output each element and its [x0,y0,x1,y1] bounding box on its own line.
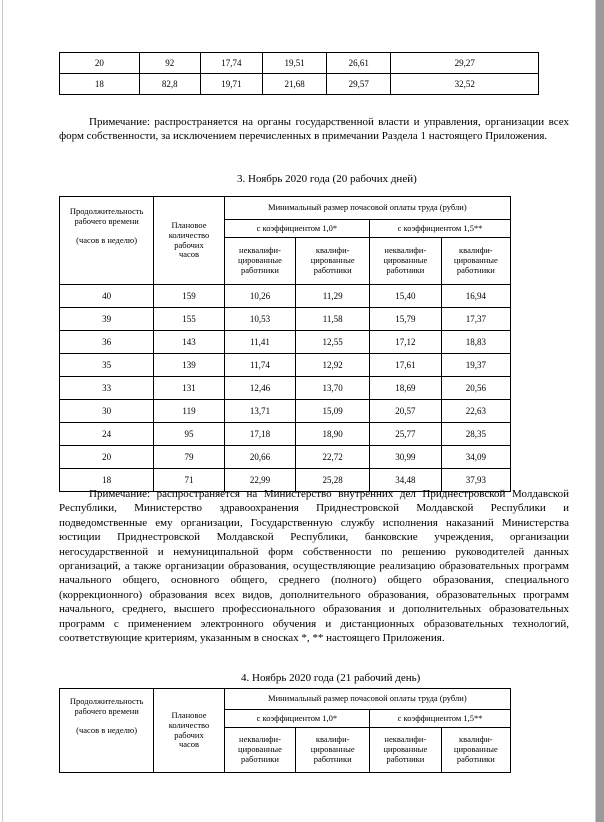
cell-unskilled-1: 11,74 [224,354,296,377]
wage-table-previous [59,52,539,95]
cell-planned-hours: 159 [154,285,224,308]
cell-planned-hours: 139 [154,354,224,377]
header-unskilled-1: неквалифи- цированные работники [224,238,296,285]
cell-unskilled-1: 12,46 [224,377,296,400]
cell-hours: 35 [60,354,154,377]
header-skilled-1: квалифи- цированные работники [296,728,370,773]
header-coef-15: с коэффициентом 1,5** [370,710,511,728]
table-row [60,285,511,308]
cell-unskilled-15: 26,61 [327,53,391,74]
cell-hours: 20 [60,53,140,74]
cell-hours: 24 [60,423,154,446]
table-row [60,331,511,354]
header-coef-15: с коэффициентом 1,5** [370,220,511,238]
header-planned-hours: Плановое количество рабочих часов [154,197,224,285]
header-duration: Продолжительность рабочего времени (часов в неделю) [60,689,154,773]
cell-planned-hours: 95 [154,423,224,446]
header-coef-1: с коэффициентом 1,0* [224,220,369,238]
cell-skilled-15: 18,83 [441,331,510,354]
cell-unskilled-15: 15,79 [370,308,442,331]
cell-planned-hours: 92 [139,53,200,74]
cell-skilled-15: 16,94 [441,285,510,308]
table-row [60,74,539,95]
cell-skilled-15: 32,52 [391,74,539,95]
header-duration: Продолжительность рабочего времени (часов в неделю) [60,197,154,285]
viewer-scrollbar[interactable] [596,0,604,822]
cell-hours: 36 [60,331,154,354]
cell-skilled-1: 22,72 [296,446,370,469]
header-min-wage: Минимальный размер почасовой оплаты труда (рубли) [224,197,510,220]
cell-planned-hours: 119 [154,400,224,423]
table-row [60,354,511,377]
cell-skilled-15: 20,56 [441,377,510,400]
cell-hours: 33 [60,377,154,400]
cell-skilled-15: 19,37 [441,354,510,377]
cell-unskilled-15: 20,57 [370,400,442,423]
cell-unskilled-1: 10,26 [224,285,296,308]
table-row [60,308,511,331]
cell-skilled-1: 11,58 [296,308,370,331]
cell-skilled-15: 34,09 [441,446,510,469]
cell-hours: 18 [60,469,154,492]
cell-unskilled-1: 11,41 [224,331,296,354]
table-row [60,423,511,446]
cell-unskilled-15: 18,69 [370,377,442,400]
wage-table-november-21-days [59,688,511,773]
cell-unskilled-15: 34,48 [370,469,442,492]
cell-skilled-15: 17,37 [441,308,510,331]
cell-planned-hours: 71 [154,469,224,492]
cell-hours: 30 [60,400,154,423]
cell-skilled-15: 22,63 [441,400,510,423]
header-coef-1: с коэффициентом 1,0* [224,710,369,728]
table-header-row [60,197,511,220]
cell-skilled-1: 12,92 [296,354,370,377]
wage-table-november-20-days [59,196,511,492]
header-skilled-1: квалифи- цированные работники [296,238,370,285]
cell-skilled-1: 12,55 [296,331,370,354]
cell-skilled-1: 25,28 [296,469,370,492]
header-unskilled-1: неквалифи- цированные работники [224,728,296,773]
section-4-heading: 4. Ноябрь 2020 года (21 рабочий день) [241,672,421,684]
cell-planned-hours: 143 [154,331,224,354]
header-skilled-15: квалифи- цированные работники [441,238,510,285]
note-paragraph-1: Примечание: распространяется на органы государственной власти и управления, организации всех форм собственности, за исключением перечисленных в примечании Раздела 1 настоящего Приложения. [59,116,569,143]
cell-unskilled-15: 17,61 [370,354,442,377]
cell-skilled-15: 28,35 [441,423,510,446]
cell-unskilled-1: 17,18 [224,423,296,446]
cell-skilled-1: 19,51 [263,53,327,74]
cell-unskilled-15: 17,12 [370,331,442,354]
cell-unskilled-15: 25,77 [370,423,442,446]
header-unskilled-15: неквалифи- цированные работники [370,728,442,773]
cell-skilled-1: 11,29 [296,285,370,308]
cell-unskilled-1: 22,99 [224,469,296,492]
cell-planned-hours: 131 [154,377,224,400]
cell-unskilled-15: 30,99 [370,446,442,469]
cell-unskilled-15: 15,40 [370,285,442,308]
cell-unskilled-1: 20,66 [224,446,296,469]
header-unskilled-15: неквалифи- цированные работники [370,238,442,285]
cell-skilled-15: 29,27 [391,53,539,74]
table-header-row [60,689,511,710]
cell-hours: 40 [60,285,154,308]
cell-hours: 18 [60,74,140,95]
table-row [60,377,511,400]
cell-hours: 39 [60,308,154,331]
cell-skilled-1: 15,09 [296,400,370,423]
cell-skilled-15: 37,93 [441,469,510,492]
cell-unskilled-1: 10,53 [224,308,296,331]
table-row [60,446,511,469]
cell-skilled-1: 13,70 [296,377,370,400]
section-3-heading: 3. Ноябрь 2020 года (20 рабочих дней) [237,173,417,185]
page-border-left [2,0,3,822]
table-row [60,400,511,423]
cell-skilled-1: 18,90 [296,423,370,446]
note-paragraph-2: Примечание: распространяется на Министерство внутренних дел Приднестровской Молдавской Республики, Министерство здравоохранения Приднестровской Молдавской Республики и подведомственные ему организации, Государственную службу исполнения наказаний Министерства юстиции Приднестровской Молдавской Республики, банковские учреждения, организации негосударственной и немуниципальной форм собственности по решению руководителей данных организаций, а также организации образования, осуществляющие реализацию образовательных программ начального общего, основного общего, среднего (полного) общего образования, специального (коррекционного) образования всех видов, дополнительного образования, образовательных программ начального, среднего, высшего профессионального образования и дополнительных образовательных программ с применением электронного обучения и дистанционных образовательных технологий, соответствующие критериям, указанным в сносках *, ** настоящего Приложения. [59,488,569,645]
cell-skilled-1: 21,68 [263,74,327,95]
table-row [60,53,539,74]
cell-planned-hours: 82,8 [139,74,200,95]
cell-planned-hours: 155 [154,308,224,331]
cell-unskilled-15: 29,57 [327,74,391,95]
cell-hours: 20 [60,446,154,469]
cell-unskilled-1: 17,74 [200,53,262,74]
header-min-wage: Минимальный размер почасовой оплаты труда (рубли) [224,689,510,710]
cell-planned-hours: 79 [154,446,224,469]
cell-unskilled-1: 19,71 [200,74,262,95]
header-skilled-15: квалифи- цированные работники [441,728,510,773]
cell-unskilled-1: 13,71 [224,400,296,423]
header-planned-hours: Плановое количество рабочих часов [154,689,224,773]
